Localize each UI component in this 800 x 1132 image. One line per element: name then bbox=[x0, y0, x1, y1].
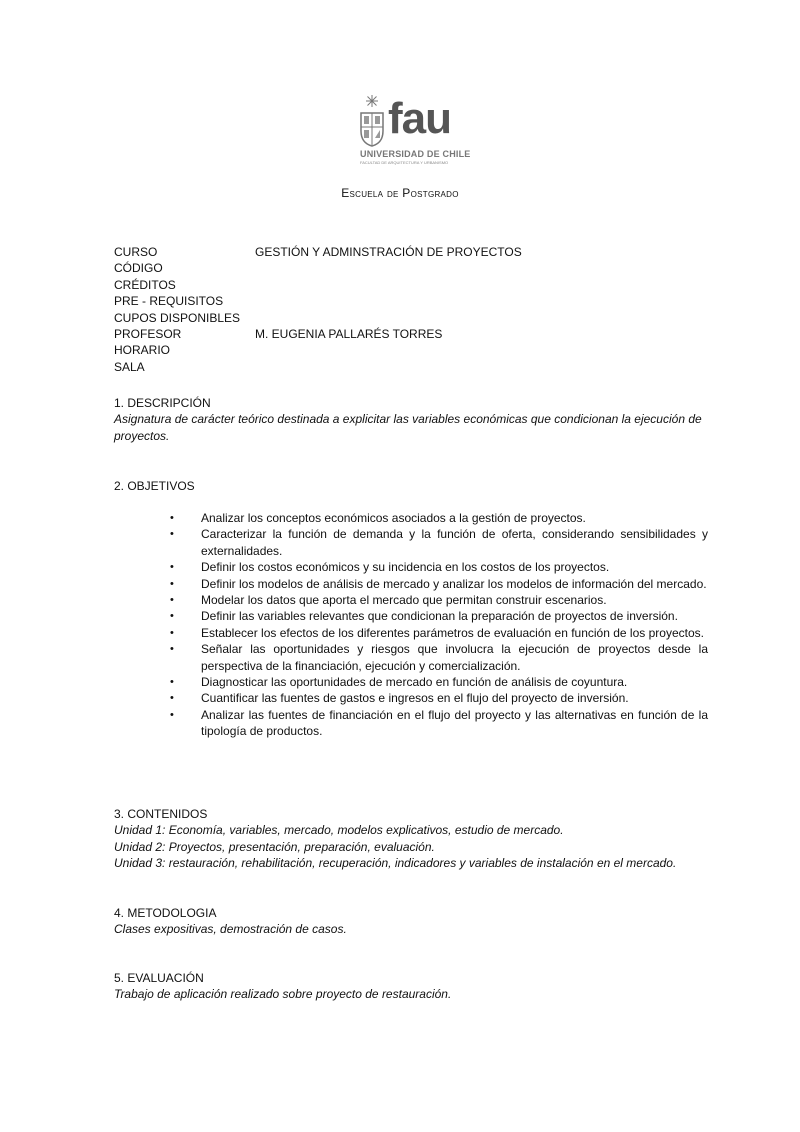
section-title: 3. CONTENIDOS bbox=[114, 807, 208, 821]
list-item: • Analizar las fuentes de financiación en el flujo del proyecto y las alternativas en función de la tipología de productos. bbox=[170, 707, 708, 739]
logo-wordmark: fau bbox=[388, 94, 451, 143]
info-row-codigo bbox=[114, 260, 522, 276]
info-label: PROFESOR bbox=[114, 326, 182, 341]
info-label: SALA bbox=[114, 359, 145, 374]
logo-faculty-name: FACULTAD DE ARQUITECTURA Y URBANISMO bbox=[360, 160, 449, 165]
info-label: CÓDIGO bbox=[114, 261, 163, 276]
info-row-cupos bbox=[114, 310, 522, 326]
section-text: Asignatura de carácter teórico destinada a explicitar las variables económicas que condicionan la ejecución de proyectos. bbox=[114, 412, 702, 443]
info-label: CURSO bbox=[114, 245, 158, 259]
info-row-profesor bbox=[114, 326, 522, 342]
info-value: GESTIÓN Y ADMINSTRACIÓN DE PROYECTOS bbox=[255, 245, 522, 259]
list-item: • Definir las variables relevantes que condicionan la preparación de proyectos de inversión. bbox=[170, 609, 678, 624]
bullet-icon: • bbox=[170, 692, 174, 705]
info-label: PRE - REQUISITOS bbox=[114, 294, 224, 309]
section-title: 1. DESCRIPCIÓN bbox=[114, 396, 211, 410]
section-text: Clases expositivas, demostración de casos. bbox=[114, 922, 347, 937]
bullet-icon: • bbox=[170, 643, 174, 656]
info-row-creditos bbox=[114, 277, 522, 293]
list-item: • Definir los modelos de análisis de mercado y analizar los modelos de información del mercado. bbox=[170, 576, 707, 591]
course-info bbox=[114, 244, 522, 375]
list-item: • Caracterizar la función de demanda y la función de oferta, considerando sensibilidades y externalidades. bbox=[170, 527, 708, 558]
unit-item: Unidad 1: Economía, variables, mercado, modelos explicativos, estudio de mercado. bbox=[114, 823, 564, 838]
list-item: • Cuantificar las fuentes de gastos e ingresos en el flujo del proyecto de inversión. bbox=[170, 691, 629, 706]
info-row-curso bbox=[114, 244, 522, 260]
section-contenidos bbox=[114, 806, 708, 872]
list-item: • Diagnosticar las oportunidades de mercado en función de análisis de coyuntura. bbox=[170, 675, 628, 690]
list-item: • Señalar las oportunidades y riesgos que involucra la ejecución de proyectos desde la perspectiva de la financiación, ejecución y comercialización. bbox=[170, 642, 708, 673]
section-title: 4. METODOLOGIA bbox=[114, 906, 217, 920]
info-row-horario bbox=[114, 342, 522, 358]
info-row-prerequisitos bbox=[114, 293, 522, 309]
section-title: 2. OBJETIVOS bbox=[114, 479, 195, 493]
bullet-icon: • bbox=[170, 528, 174, 541]
info-label: HORARIO bbox=[114, 343, 171, 358]
logo-university-name: UNIVERSIDAD DE CHILE bbox=[360, 149, 471, 159]
university-crest-icon bbox=[358, 93, 386, 148]
objectives-list bbox=[170, 510, 708, 740]
info-value: M. EUGENIA PALLARÉS TORRES bbox=[255, 326, 443, 341]
bullet-icon: • bbox=[170, 561, 174, 574]
bullet-icon: • bbox=[170, 594, 174, 607]
bullet-icon: • bbox=[170, 708, 174, 721]
list-item: • Definir los costos económicos y su incidencia en los costos de los proyectos. bbox=[170, 560, 610, 575]
list-item: • Establecer los efectos de los diferentes parámetros de evaluación en función de los proyectos. bbox=[170, 625, 704, 640]
info-label: CUPOS DISPONIBLES bbox=[114, 310, 241, 325]
bullet-icon: • bbox=[170, 676, 174, 689]
list-item: • Analizar los conceptos económicos asociados a la gestión de proyectos. bbox=[170, 511, 586, 525]
unit-item: Unidad 2: Proyectos, presentación, preparación, evaluación. bbox=[114, 839, 435, 854]
bullet-icon: • bbox=[170, 610, 174, 623]
section-text: Trabajo de aplicación realizado sobre proyecto de restauración. bbox=[114, 987, 452, 1002]
info-row-sala bbox=[114, 359, 522, 375]
section-metodologia bbox=[114, 905, 708, 938]
school-title: Escuela de Postgrado bbox=[341, 186, 459, 200]
section-objetivos bbox=[114, 478, 708, 494]
section-evaluacion bbox=[114, 970, 708, 1003]
university-logo bbox=[358, 93, 478, 168]
unit-item: Unidad 3: restauración, rehabilitación, recuperación, indicadores y variables de instalación en el mercado. bbox=[114, 856, 677, 871]
section-title: 5. EVALUACIÓN bbox=[114, 971, 204, 985]
section-descripcion bbox=[114, 395, 708, 444]
bullet-icon: • bbox=[170, 512, 174, 524]
bullet-icon: • bbox=[170, 577, 174, 590]
bullet-icon: • bbox=[170, 626, 174, 639]
list-item: • Modelar los datos que aporta el mercado que permitan construir escenarios. bbox=[170, 593, 607, 608]
info-label: CRÉDITOS bbox=[114, 277, 176, 292]
